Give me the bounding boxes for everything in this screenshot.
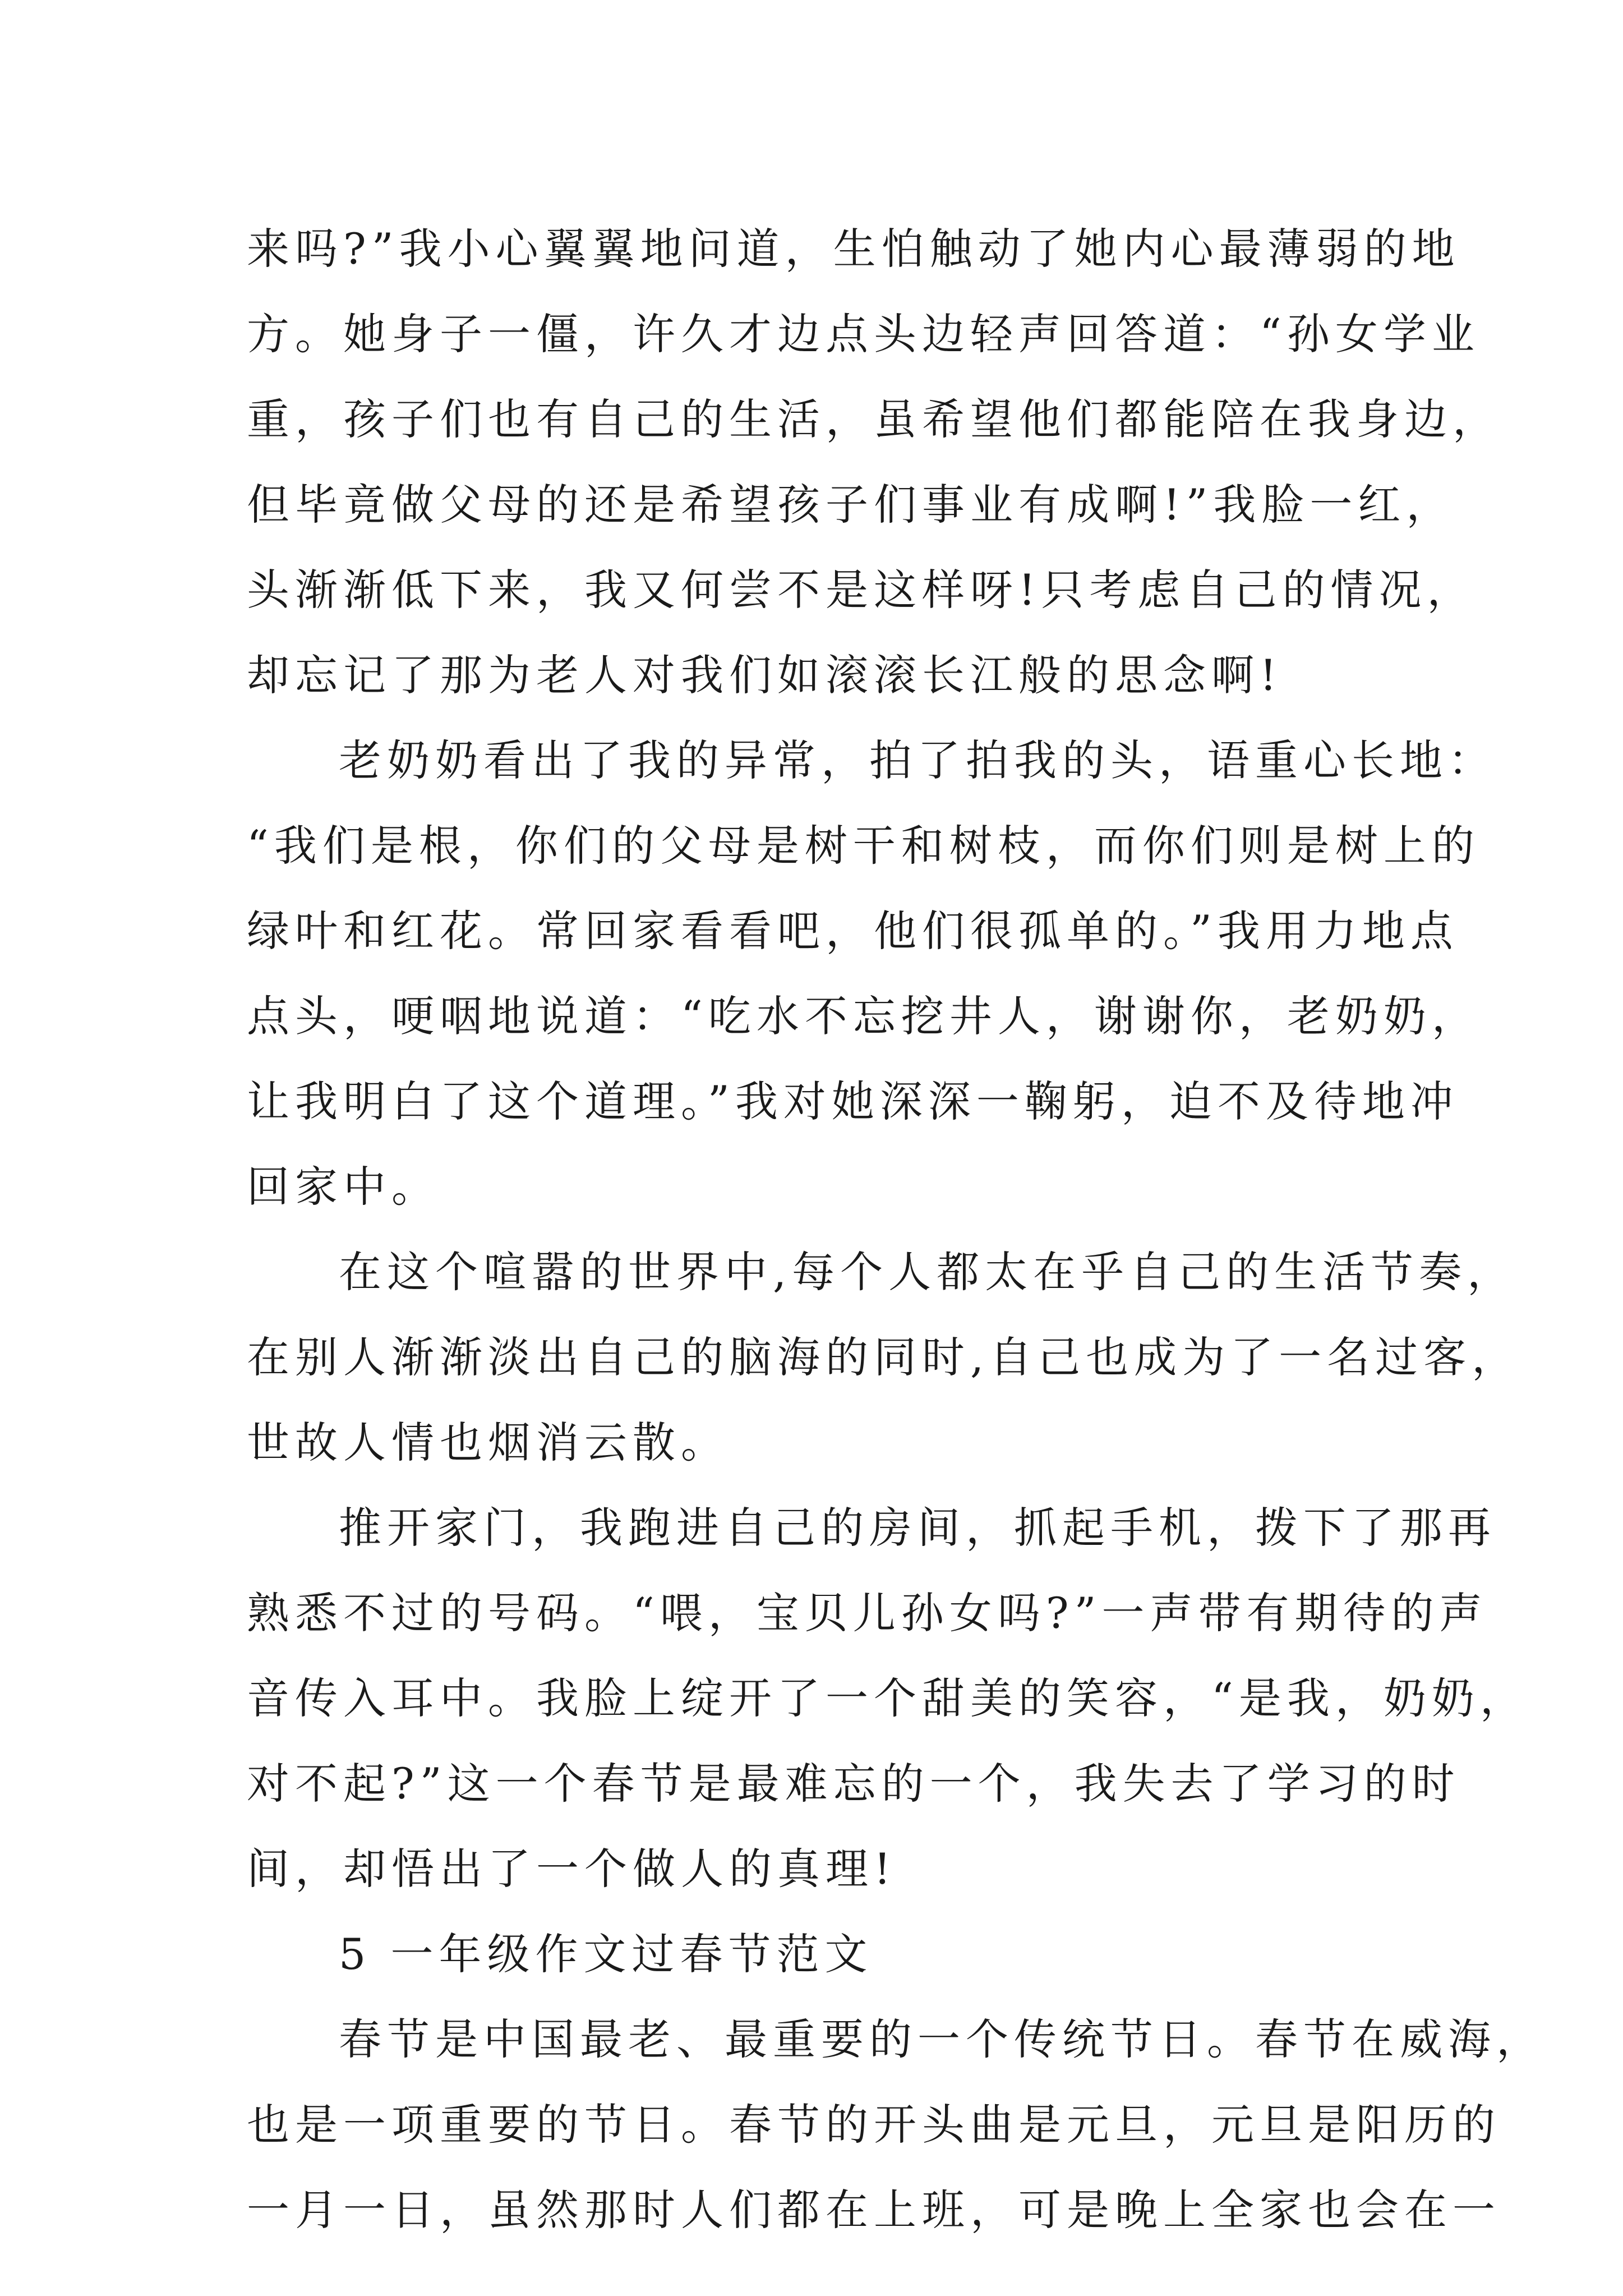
text-line: “我们是根，你们的父母是树干和树枝，而你们则是树上的 bbox=[247, 821, 1480, 871]
text-line: 却忘记了那为老人对我们如滚滚长江般的思念啊! bbox=[247, 650, 1283, 700]
text-line: 在别人渐渐淡出自己的脑海的同时,自己也成为了一名过客， bbox=[247, 1332, 1520, 1382]
text-line: 来吗?”我小心翼翼地问道，生怕触动了她内心最薄弱的地 bbox=[247, 224, 1460, 274]
paragraph-start-line: 在这个喧嚣的世界中,每个人都太在乎自己的生活节奏， bbox=[339, 1247, 1516, 1297]
paragraph-start-line: 老奶奶看出了我的异常，拍了拍我的头，语重心长地： bbox=[339, 735, 1496, 785]
text-line: 但毕竟做父母的还是希望孩子们事业有成啊!”我脸一红， bbox=[247, 480, 1455, 530]
text-line: 熟悉不过的号码。“喂，宝贝儿孙女吗?”一声带有期待的声 bbox=[247, 1588, 1488, 1638]
text-line: 方。她身子一僵，许久才边点头边轻声回答道：“孙女学业 bbox=[247, 309, 1480, 359]
text-line: 绿叶和红花。常回家看看吧，他们很孤单的。”我用力地点 bbox=[247, 906, 1459, 956]
document-body bbox=[247, 206, 1544, 2253]
paragraph-start-line: 推开家门，我跑进自己的房间，抓起手机，拨下了那再 bbox=[339, 1503, 1496, 1553]
text-line: 点头，哽咽地说道：“吃水不忘挖井人，谢谢你，老奶奶， bbox=[247, 991, 1480, 1041]
paragraph-start-line: 春节是中国最老、最重要的一个传统节日。春节在威海， bbox=[339, 2014, 1544, 2064]
text-line: 间，却悟出了一个做人的真理! bbox=[247, 1844, 897, 1894]
section-heading: 5 一年级作文过春节范文 bbox=[339, 1929, 873, 1979]
text-line: 音传入耳中。我脸上绽开了一个甜美的笑容，“是我，奶奶， bbox=[247, 1673, 1528, 1723]
text-line: 一月一日，虽然那时人们都在上班，可是晚上全家也会在一 bbox=[247, 2185, 1501, 2235]
text-line: 重，孩子们也有自己的生活，虽希望他们都能陪在我身边， bbox=[247, 394, 1501, 444]
text-line: 世故人情也烟消云散。 bbox=[247, 1418, 729, 1467]
text-line: 头渐渐低下来，我又何尝不是这样呀!只考虑自己的情况， bbox=[247, 565, 1476, 615]
text-line: 让我明白了这个道理。”我对她深深一鞠躬，迫不及待地冲 bbox=[247, 1076, 1459, 1126]
text-line: 对不起?”这一个春节是最难忘的一个，我失去了学习的时 bbox=[247, 1759, 1460, 1809]
text-line: 也是一项重要的节日。春节的开头曲是元旦，元旦是阳历的 bbox=[247, 2100, 1501, 2150]
text-line: 回家中。 bbox=[247, 1162, 440, 1212]
